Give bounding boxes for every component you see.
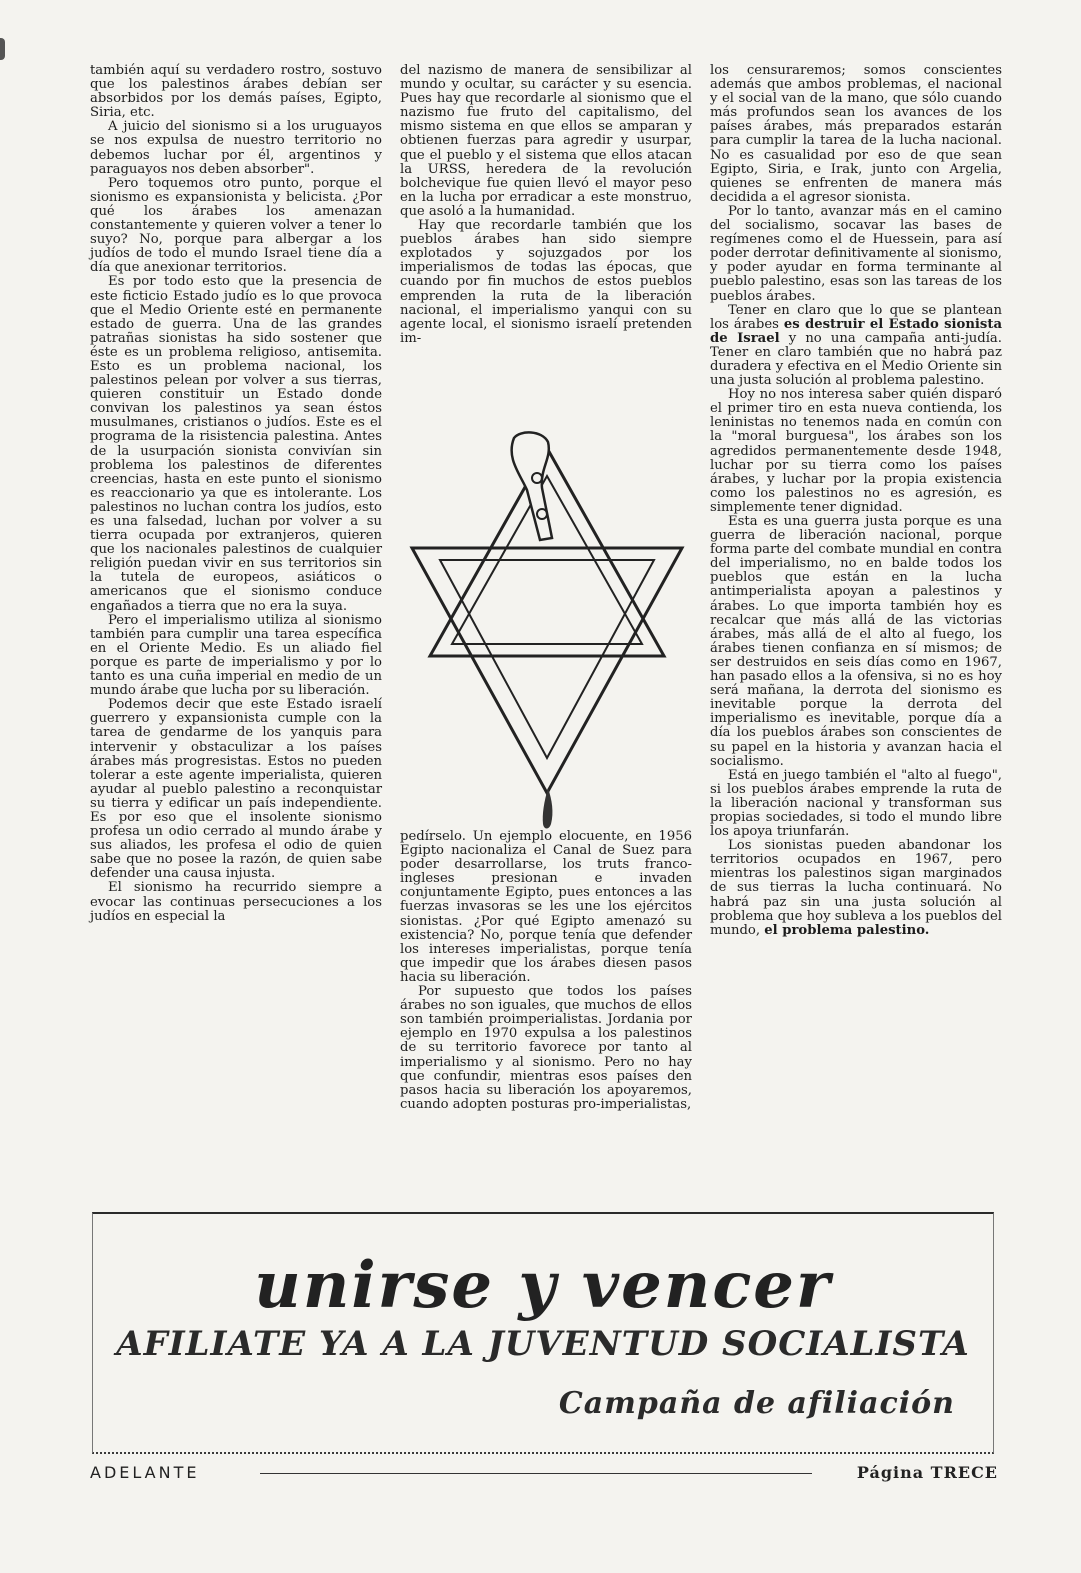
banner-call-to-action: AFILIATE YA A LA JUVENTUD SOCIALISTA bbox=[116, 1324, 970, 1364]
text-run: Tener en claro que lo que se plantean los árabes bbox=[710, 302, 1002, 332]
paragraph: también aquí su verdadero rostro, sostuvo que los palestinos árabes debían ser absorbidos por los demás países, Egipto, Siria, etc. bbox=[90, 63, 382, 121]
emphasis-text: es destruir el Estado sionista de Israel bbox=[710, 316, 1002, 346]
footer-rule bbox=[260, 1473, 812, 1474]
paragraph: del nazismo de manera de sensibilizar al mundo y ocultar, su carácter y su esencia. Pues hay que recordarle al sionismo que el nazismo fue fruto del capitalismo, del mismo sistema en que ellos se amparan y obtienen fuerzas para agredir y usurpar, que el pueblo y el sistema que ellos atacan la URSS, heredera de la revolución bolchevique fue quien llevó el mayor peso en la lucha por erradicar a este monstruo, que asoló a la humanidad. bbox=[400, 64, 692, 219]
article-column-1 bbox=[90, 64, 382, 1189]
paragraph bbox=[710, 839, 1002, 938]
paragraph: Esta es una guerra justa porque es una guerra de liberación nacional, porque forma parte del combate mundial en contra del imperialismo, no en balde todos los pueblos que están en la lucha antimperialista apoyan a palestinos y árabes. Lo que importa también hoy es recalcar que más allá de las victorias árabes, más allá de el alto al fuego, los árabes tienen confianza en sí mismos; de ser destruidos en seis días como en 1967, han pasado ellos a la ofensiva, si no es hoy será mañana, la derrota del sionismo es inevitable porque la derrota del imperialismo es inevitable, porque día a día los pueblos árabes son conscientes de su papel en la historia y avanzan hacia el socialismo. bbox=[710, 514, 1002, 769]
page-footer bbox=[90, 1463, 998, 1487]
paragraph: El sionismo ha recurrido siempre a evocar las continuas persecuciones a los judíos en especial la bbox=[90, 880, 382, 924]
text-run: Los sionistas pueden abandonar los territorios ocupados en 1967, pero mientras los palestinos sigan marginados de sus tierras la lucha continuará. No habrá paz sin una justa solución al problema que hoy subleva a los pueblos del mundo, bbox=[710, 838, 1002, 938]
publication-name: ADELANTE bbox=[90, 1463, 200, 1482]
emphasis-text: el problema palestino. bbox=[764, 922, 930, 938]
binding-mark bbox=[0, 38, 5, 60]
page-number: Página TRECE bbox=[856, 1463, 998, 1482]
star-dagger-illustration bbox=[402, 428, 692, 838]
paragraph: Pero el imperialismo utiliza al sionismo también para cumplir una tarea específica en el Oriente Medio. Es un aliado fiel porque es parte de imperialismo y por lo tanto es una cuña imperial en medio de un mundo árabe que lucha por su liberación. bbox=[90, 612, 382, 699]
paragraph: Hay que recordarle también que los pueblos árabes han sido siempre explotados y sojuzgados por los imperialismos de todas las épocas, que cuando por fin muchos de estos pueblos emprenden la ruta de la liberación nacional, el imperialismo yanqui con su agente local, el sionismo israelí pretenden im- bbox=[400, 218, 692, 346]
paragraph: A juicio del sionismo si a los uruguayos se nos expulsa de nuestro territorio no debemos luchar por él, argentinos y paraguayos nos deben absorber". bbox=[90, 119, 382, 177]
banner-slogan: unirse y vencer bbox=[254, 1248, 832, 1323]
paragraph: los censuraremos; somos conscientes además que ambos problemas, el nacional y el social van de la mano, que sólo cuando más profundos sean los avances de los países árabes, más preparados estarán para cumplir la tarea de la lucha nacional. No es casualidad por eso de que sean Egipto, Siria, e Irak, junto con Argelia, quienes se enfrenten de manera más decidida a el agresor sionista. bbox=[710, 63, 1002, 205]
column-2-bottom bbox=[400, 830, 692, 1112]
paragraph: Está en juego también el "alto al fuego", si los pueblos árabes emprende la ruta de la liberación nacional y transforman sus propias sociedades, si todo el mundo libre los apoya triunfarán. bbox=[710, 767, 1002, 840]
banner-campaign: Campaña de afiliación bbox=[558, 1386, 955, 1421]
text-run: y no una campaña anti-judía. Tener en claro también que no habrá paz duradera y efectiva en el Medio Oriente sin una justa solución al problema palestino. bbox=[710, 330, 1002, 389]
paragraph: Por lo tanto, avanzar más en el camino del socialismo, socavar las bases de regímenes como el de Huessein, para así poder derrotar definitivamente al sionismo, y poder ayudar en forma terminante al pueblo palestino, esas son las tareas de los pueblos árabes. bbox=[710, 203, 1002, 304]
paragraph bbox=[710, 304, 1002, 389]
affiliation-banner bbox=[92, 1212, 994, 1454]
paragraph: Hoy no nos interesa saber quién disparó el primer tiro en esta nueva contienda, los leninistas no tenemos nada en común con la "moral burguesa", los árabes son los agredidos permanentemente desde 1948, luchar por su tierra como los países árabes, y luchar por la propia existencia como los palestinos no es agresión, es simplemente tener dignidad. bbox=[710, 387, 1002, 515]
dagger-icon bbox=[512, 432, 553, 828]
paragraph: Por supuesto que todos los países árabes no son iguales, que muchos de ellos son también proimperialistas. Jordania por ejemplo en 1970 expulsa a los palestinos de su territorio favorece por tanto al imperialismo y al sionismo. Pero no hay que confundir, mientras esos países den pasos hacia su liberación los apoyaremos, cuando adopten posturas pro-imperialistas, bbox=[400, 984, 692, 1112]
paragraph: Podemos decir que este Estado israelí guerrero y expansionista cumple con la tarea de gendarme de los yanquis para intervenir y obstaculizar a los países árabes más progresistas. Estos no pueden tolerar a este agente imperialista, quieren ayudar al pueblo palestino a reconquistar su tierra y edificar un país independiente. Es por eso que el insolente sionismo profesa un odio cerrado al mundo árabe y sus aliados, les profesa el odio de quien sabe que no posee la razón, de quien sabe defender una causa injusta. bbox=[90, 697, 382, 882]
paragraph: Es por todo esto que la presencia de este ficticio Estado judío es lo que provoca que el Medio Oriente esté en permanente estado de guerra. Una de las grandes patrañas sionistas ha sido sostener que éste es un problema religioso, antisemita. Esto es un problema nacional, los palestinos pelean por volver a sus tierras, quieren constituir un Estado donde convivan los palestinos ya sean éstos musulmanes, cristianos o judíos. Este es el programa de la risistencia palestina. Antes de la usurpación sionista convivían sin problema los palestinos de diferentes creencias, hasta en este punto el sionismo es reaccionario ya que es intolerante. Los palestinos no luchan contra los judíos, esto es una falsedad, luchan por volver a su tierra ocupada por extranjeros, quieren que los nacionales palestinos de cualquier religión puedan vivir en sus territorios sin la tutela de europeos, asiáticos o americanos que el sionismo conduce engañados a tierra que no era la suya. bbox=[90, 274, 382, 614]
article-column-3 bbox=[710, 64, 1002, 1189]
column-2-top bbox=[400, 64, 692, 416]
paragraph: Pero toquemos otro punto, porque el sionismo es expansionista y belicista. ¿Por qué los árabes los amenazan constantemente y quieren volver a tener lo suyo? No, porque para albergar a los judíos de todo el mundo Israel tiene día a día que anexionar territorios. bbox=[90, 175, 382, 276]
paragraph: pedírselo. Un ejemplo elocuente, en 1956 Egipto nacionaliza el Canal de Suez para poder desarrollarse, los truts franco-ingleses presionan e invaden conjuntamente Egipto, pues entonces a las fuerzas invasoras se les une los ejércitos sionistas. ¿Por qué Egipto amenazó su existencia? No, porque tenía que defender los intereses imperialistas, porque tenía que impedir que los árabes diesen pasos hacia su liberación. bbox=[400, 829, 692, 985]
